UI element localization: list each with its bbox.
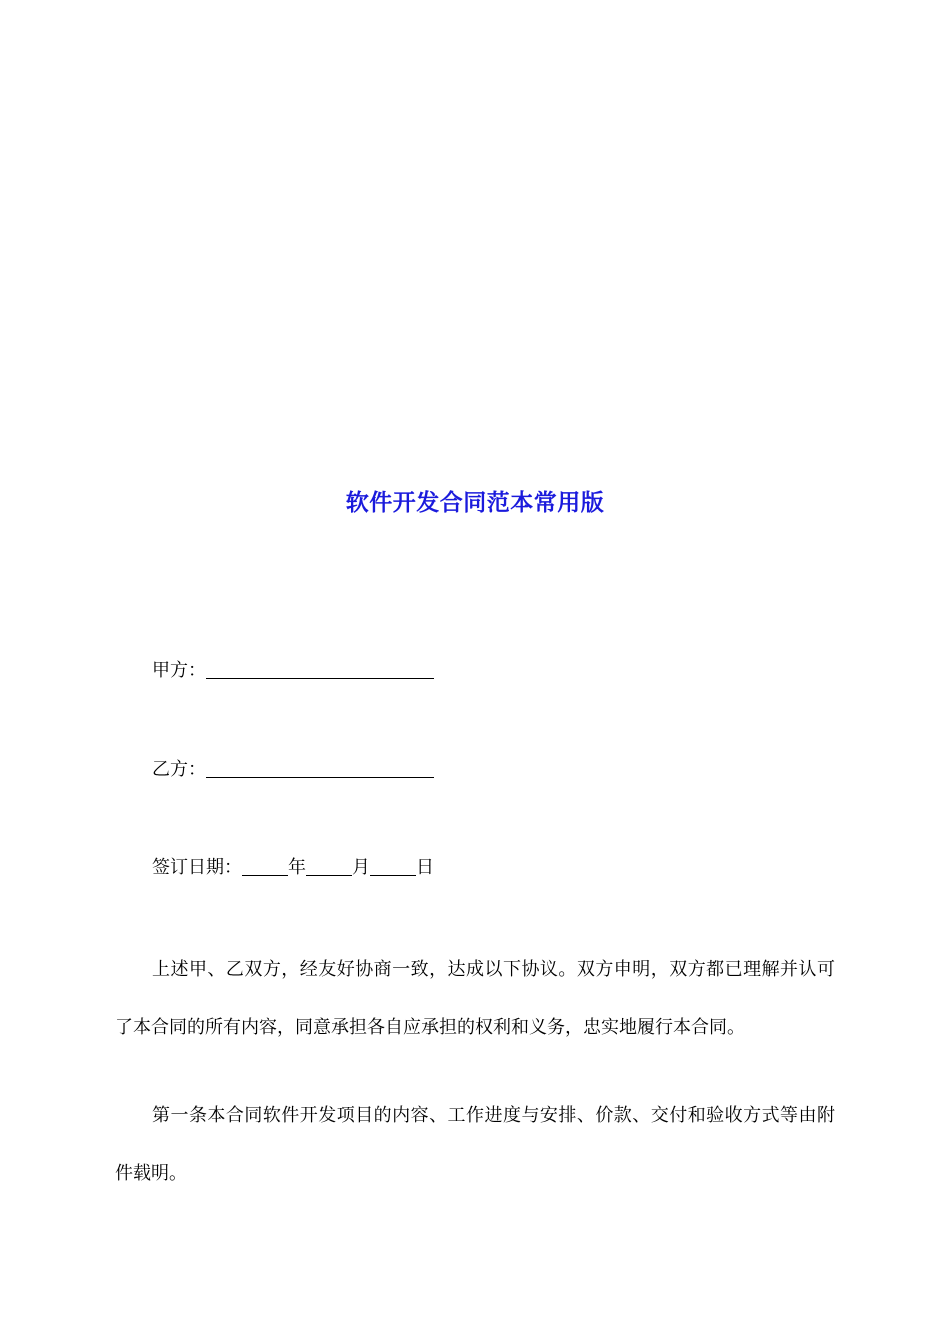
sign-year-blank[interactable]	[242, 857, 288, 876]
party-a-blank[interactable]	[206, 660, 434, 679]
party-a-label: 甲方：	[152, 660, 206, 681]
day-suffix: 日	[416, 857, 434, 878]
sign-date-field	[152, 855, 434, 881]
year-suffix: 年	[288, 857, 306, 878]
party-b-field	[152, 757, 434, 783]
month-suffix: 月	[352, 857, 370, 878]
sign-date-label: 签订日期：	[152, 857, 242, 878]
article-one-paragraph: 第一条本合同软件开发项目的内容、工作进度与安排、价款、交付和验收方式等由附件载明。	[115, 1105, 835, 1184]
party-b-blank[interactable]	[206, 759, 434, 778]
sign-day-blank[interactable]	[370, 857, 416, 876]
document-title: 软件开发合同范本常用版	[345, 490, 605, 516]
agreement-paragraph: 上述甲、乙双方，经友好协商一致，达成以下协议。双方申明，双方都已理解并认可了本合同的所有内容，同意承担各自应承担的权利和义务，忠实地履行本合同。	[115, 959, 835, 1038]
sign-month-blank[interactable]	[306, 857, 352, 876]
party-a-field	[152, 658, 434, 684]
party-b-label: 乙方：	[152, 759, 206, 780]
